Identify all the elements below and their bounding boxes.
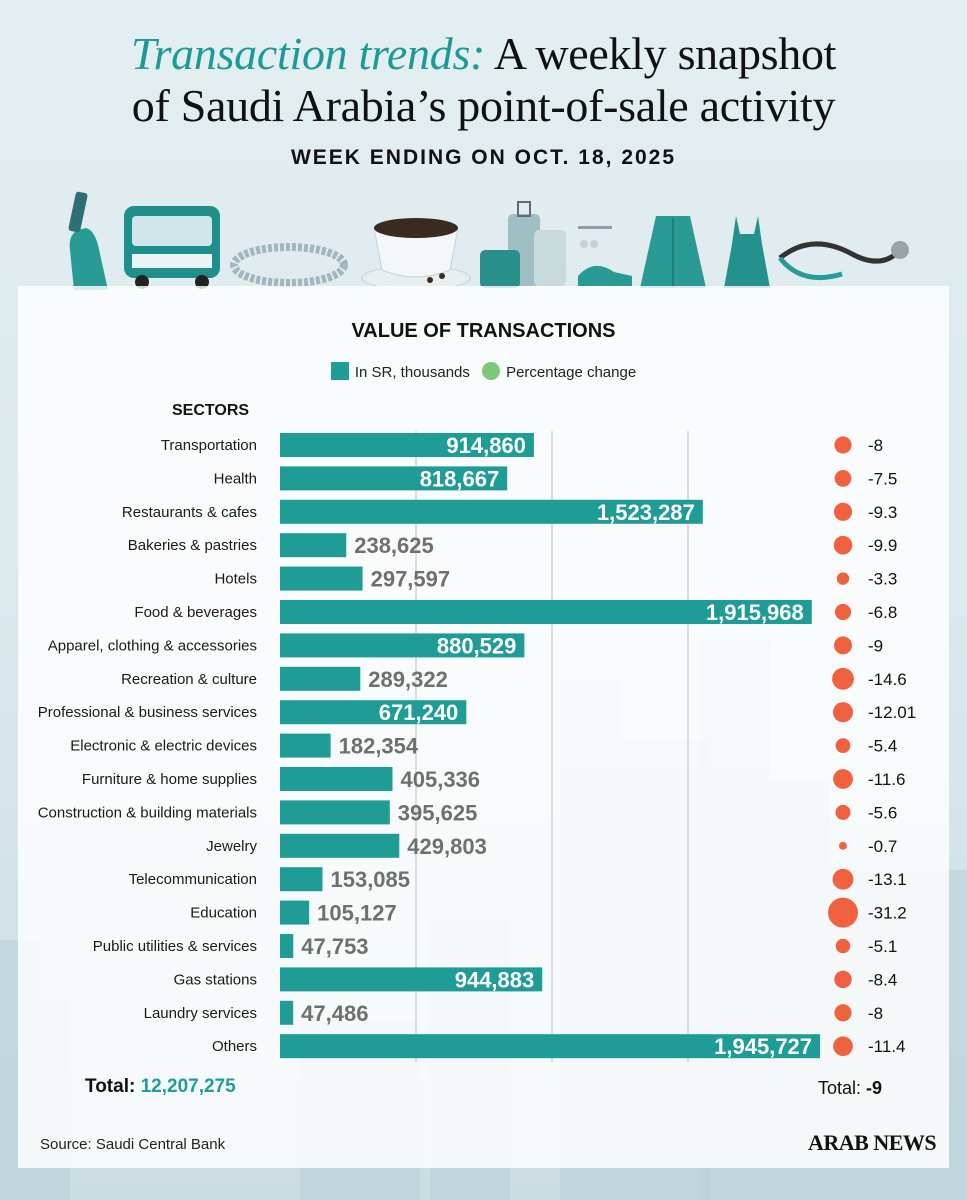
pct-change-label: -9 [868, 636, 884, 656]
pct-change-label: -8 [868, 1003, 884, 1023]
pct-change-label: -11.6 [868, 770, 906, 789]
category-label: Food & beverages [134, 604, 257, 621]
bar [280, 567, 363, 591]
category-label: Others [211, 1038, 257, 1056]
bar-value-label: 47,486 [301, 1000, 369, 1026]
category-label: Professional & business services [37, 704, 257, 722]
pct-change-dot [832, 668, 854, 690]
bar-value-label: 429,803 [407, 833, 487, 859]
legend-bar-label: In SR, thousands [354, 364, 470, 381]
bar-value-label: 671,240 [378, 700, 459, 726]
bar-value-label: 1,945,727 [714, 1034, 813, 1060]
bar-value-label: 880,529 [436, 633, 517, 659]
pct-change-label: -5.4 [868, 736, 898, 756]
bar [280, 800, 390, 824]
category-label: Apparel, clothing & accessories [47, 637, 257, 655]
pct-change-label: -13.1 [868, 870, 907, 890]
pct-change-label: -7.5 [868, 469, 898, 489]
bar [280, 533, 346, 557]
bar-value-label: 944,883 [454, 967, 535, 993]
category-label: Bakeries & pastries [127, 537, 257, 555]
pct-change-label: -12.01 [868, 703, 917, 723]
bar-value-label: 1,523,287 [596, 499, 695, 525]
bar-value-label: 289,322 [368, 666, 448, 692]
title-line2: of Saudi Arabia’s point-of-sale activity [131, 80, 836, 131]
pct-change-dot [835, 805, 850, 820]
category-label: Gas stations [173, 971, 257, 989]
total-change-label: Total: [818, 1078, 862, 1098]
category-label: Recreation & culture [121, 670, 257, 688]
pct-change-label: -5.6 [868, 803, 898, 823]
bar-value-label: 405,336 [400, 767, 481, 792]
category-label: Public utilities & services [92, 938, 257, 955]
pct-change-label: -8.4 [868, 970, 898, 990]
total-value [85, 1076, 236, 1098]
pct-change-dot [834, 436, 851, 453]
subtitle: WEEK ENDING ON OCT. 18, 2025 [290, 146, 677, 169]
bar-value-label: 395,625 [397, 800, 478, 826]
bar [280, 901, 309, 925]
pct-change-label: -5.1 [868, 937, 898, 956]
pct-change-label: -11.4 [868, 1037, 906, 1057]
pct-change-label: -9.9 [868, 536, 898, 556]
category-label: Transportation [160, 437, 257, 454]
bar-value-label: 297,597 [370, 566, 451, 592]
pct-change-dot [834, 503, 852, 521]
bar-value-label: 105,127 [317, 900, 397, 926]
bar-value-label: 238,625 [354, 533, 434, 559]
pct-change-dot [839, 842, 847, 850]
pct-change-label: -9.3 [868, 502, 898, 522]
category-label: Jewelry [206, 837, 257, 855]
pct-change-dot [836, 939, 851, 954]
category-label: Hotels [214, 570, 257, 588]
category-label: Furniture & home supplies [81, 771, 257, 788]
category-label: Electronic & electric devices [70, 737, 257, 755]
source-note: Source: Saudi Central Bank [40, 1136, 226, 1153]
bar [280, 867, 322, 891]
bar [280, 934, 293, 958]
sectors-axis-label: SECTORS [172, 402, 250, 419]
brand-logo: ARAB NEWS [808, 1130, 937, 1155]
pct-change-label: -0.7 [868, 836, 898, 856]
title-line1: A weekly snapshot [493, 28, 837, 79]
pct-change-dot [834, 971, 851, 988]
bar-value-label: 153,085 [330, 867, 411, 893]
pct-change-dot [828, 898, 858, 928]
pct-change-dot [834, 536, 853, 555]
pct-change-dot [833, 869, 854, 890]
bar [280, 767, 393, 791]
category-label: Telecommunication [128, 871, 257, 889]
category-label: Restaurants & cafes [121, 503, 257, 521]
legend-dot-label: Percentage change [506, 364, 637, 381]
pct-change-dot [833, 769, 853, 789]
category-label: Education [190, 904, 257, 922]
pct-change-label: -3.3 [868, 569, 898, 589]
pct-change-dot [835, 470, 852, 487]
bar [280, 834, 399, 858]
pct-change-label: -31.2 [868, 903, 907, 923]
pct-change-dot [833, 1036, 853, 1056]
category-label: Construction & building materials [37, 804, 257, 822]
bar-value-label: 914,860 [446, 433, 526, 458]
total-change-number: -9 [866, 1078, 883, 1098]
total-value-label: Total: [85, 1076, 136, 1097]
pct-change-label: -8 [868, 436, 884, 455]
bar-value-label: 182,354 [338, 733, 419, 759]
bar [280, 1001, 293, 1025]
pct-change-dot [834, 636, 852, 654]
pct-change-dot [836, 738, 851, 753]
category-label: Laundry services [143, 1004, 257, 1022]
chart-title: VALUE OF TRANSACTIONS [351, 320, 616, 342]
bar-value-label: 47,753 [301, 934, 369, 959]
title-accent: Transaction trends: [130, 28, 486, 79]
category-label: Health [213, 470, 257, 488]
pct-change-label: -6.8 [868, 603, 898, 622]
total-change [818, 1078, 882, 1099]
bar-value-label: 1,915,968 [705, 600, 804, 625]
pct-change-dot [833, 702, 853, 722]
pct-change-dot [835, 604, 851, 620]
pct-change-label: -14.6 [868, 669, 907, 689]
bar [280, 734, 331, 758]
bar [280, 667, 360, 691]
total-value-number: 12,207,275 [140, 1076, 236, 1097]
bar-value-label: 818,667 [419, 466, 500, 492]
pct-change-dot [837, 572, 849, 584]
pct-change-dot [834, 1004, 851, 1021]
